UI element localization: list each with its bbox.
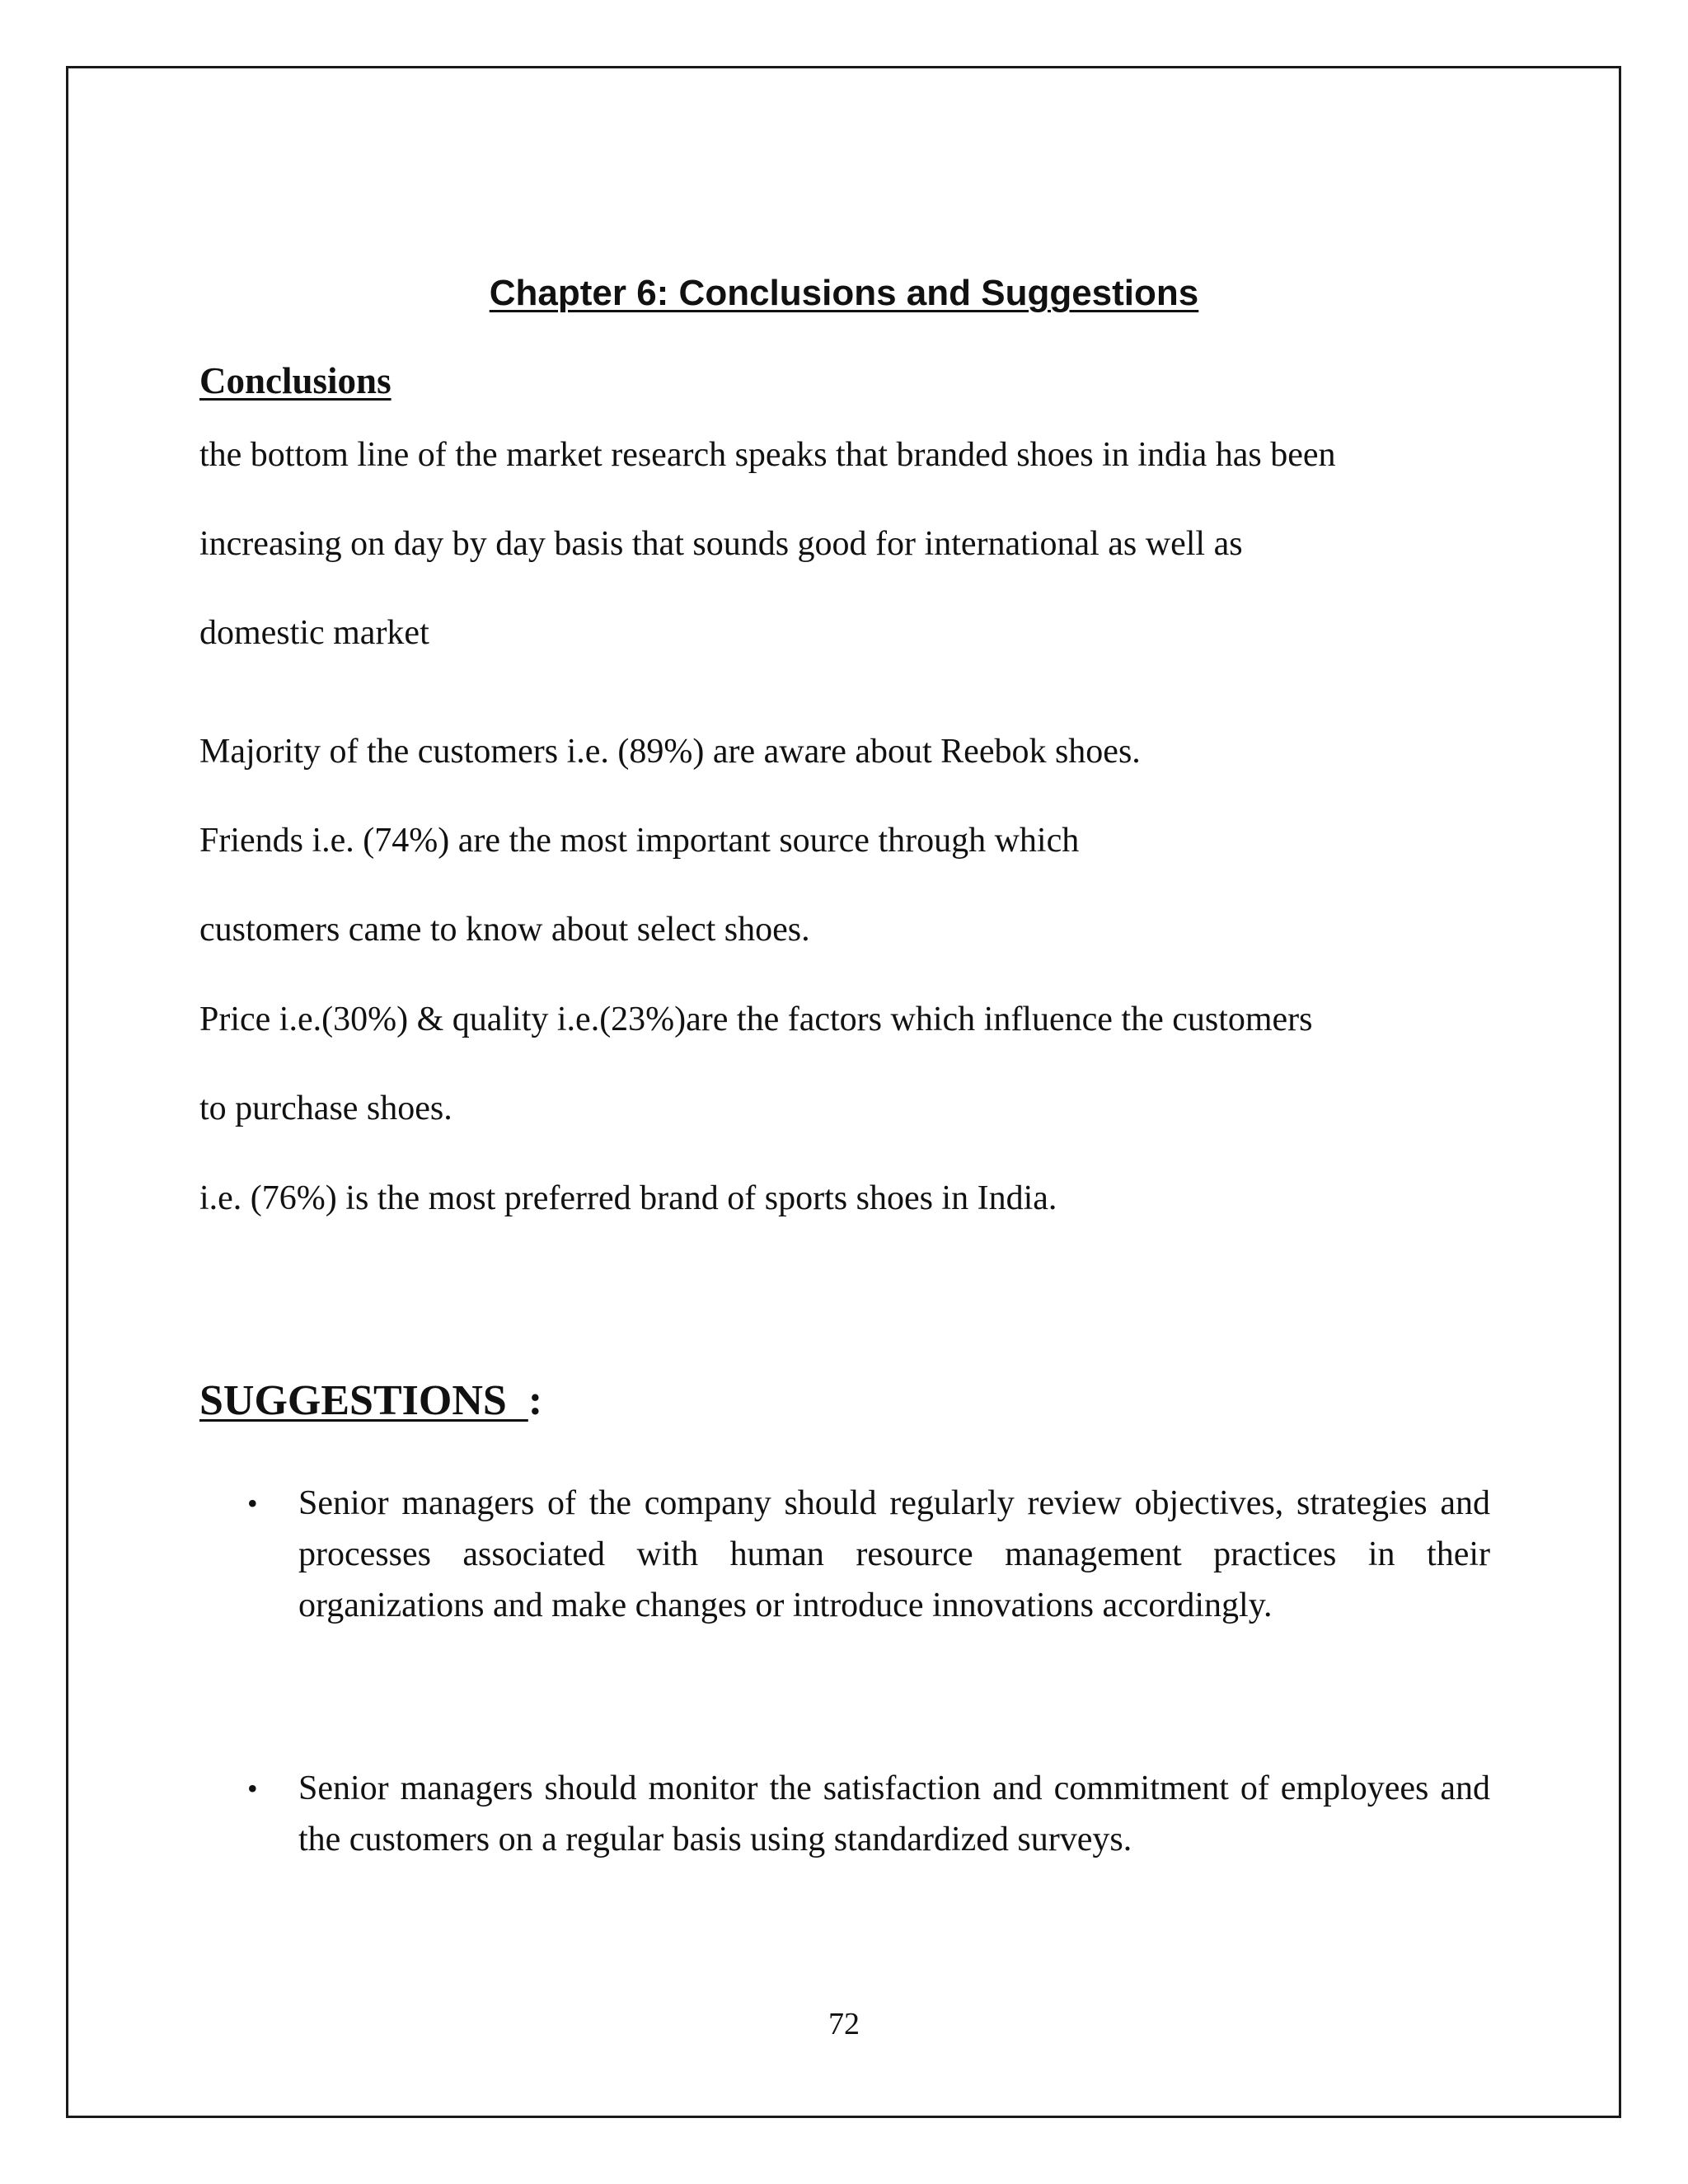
suggestion-item: Senior managers should monitor the satisfaction and commitment of employees and the customers on a regular basis using standardized surveys. bbox=[298, 1769, 1490, 1858]
page-number: 72 bbox=[828, 2007, 860, 2041]
conclusion-line: Majority of the customers i.e. (89%) are aware about Reebok shoes. bbox=[199, 733, 1141, 771]
conclusion-line: domestic market bbox=[199, 614, 429, 652]
conclusion-line: customers came to know about select shoes. bbox=[199, 911, 810, 949]
conclusion-line: increasing on day by day basis that sounds good for international as well as bbox=[199, 525, 1243, 563]
suggestions-heading-colon: : bbox=[528, 1377, 543, 1424]
conclusion-line: i.e. (76%) is the most preferred brand of sports shoes in India. bbox=[199, 1179, 1057, 1217]
conclusion-line: Friends i.e. (74%) are the most important source through which bbox=[199, 822, 1080, 860]
conclusion-line: the bottom line of the market research speaks that branded shoes in india has been bbox=[199, 436, 1336, 474]
suggestions-heading-text: SUGGESTIONS bbox=[199, 1377, 528, 1424]
conclusions-heading: Conclusions bbox=[199, 360, 392, 401]
bullet-icon: • bbox=[247, 1772, 258, 1805]
bullet-icon: • bbox=[247, 1487, 258, 1520]
suggestions-heading bbox=[199, 1375, 542, 1427]
chapter-title: Chapter 6: Conclusions and Suggestions bbox=[489, 273, 1199, 313]
conclusion-line: Price i.e.(30%) & quality i.e.(23%)are the factors which influence the customers bbox=[199, 1001, 1313, 1038]
conclusion-line: to purchase shoes. bbox=[199, 1090, 452, 1127]
suggestion-item: Senior managers of the company should regularly review objectives, strategies and processes associated with human resource management practices in their organizations and make changes or introduce innovations accordingly. bbox=[298, 1484, 1490, 1624]
